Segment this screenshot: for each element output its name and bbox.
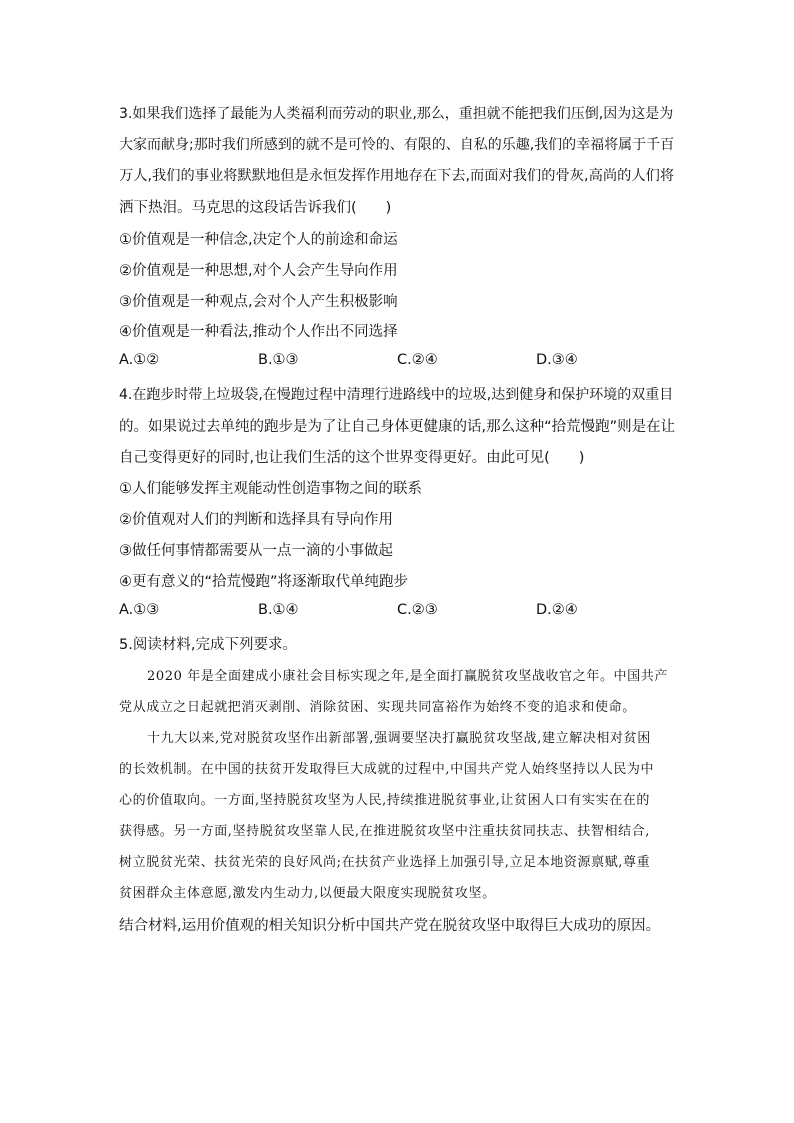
q5-title: 5.阅读材料,完成下列要求。 [119,637,297,653]
q3-stem-line-2: 大家而献身;那时我们所感到的就不是可怜的、有限的、自私的乐趣,我们的幸福将属于千百 [119,137,675,153]
q3-stem-line-3: 万人,我们的事业将默默地但是永恒发挥作用地存在下去,而面对我们的骨灰,高尚的人们将 [119,168,675,184]
q4-stem-line-2: 的。如果说过去单纯的跑步是为了让自己身体更健康的话,那么这种“拾荒慢跑”则是在让 [119,419,676,435]
q5-material-line-3: 十九大以来,党对脱贫攻坚作出新部署,强调要坚决打赢脱贫攻坚战,建立解决相对贫困 [147,731,651,746]
q3-choice-a: A.①② [119,352,160,368]
q3-choice-b: B.①③ [258,352,299,368]
q4-stem-line-3: 自己变得更好的同时,也让我们生活的这个世界变得更好。由此可见( ) [119,450,585,466]
q4-choice-d: D.②④ [536,602,578,618]
q3-option-2: ②价值观是一种思想,对个人会产生导向作用 [119,263,398,279]
q3-option-3: ③价值观是一种观点,会对个人产生积极影响 [119,294,398,310]
q4-stem-line-1: 4.在跑步时带上垃圾袋,在慢跑过程中清理行进路线中的垃圾,达到健身和保护环境的双重目 [119,387,674,403]
q4-choice-a: A.①③ [119,602,160,618]
q5-material-line-6: 获得感。另一方面,坚持脱贫攻坚靠人民,在推进脱贫攻坚中注重扶贫同扶志、扶智相结合, [119,824,650,839]
q4-option-3: ③做任何事情都需要从一点一滴的小事做起 [119,543,393,559]
q4-option-4: ④更有意义的“拾荒慢跑”将逐渐取代单纯跑步 [119,574,409,590]
q5-question: 结合材料,运用价值观的相关知识分析中国共产党在脱贫攻坚中取得巨大成功的原因。 [119,918,661,934]
q5-material-line-8: 贫困群众主体意愿,激发内生动力,以便最大限度实现脱贫攻坚。 [119,886,496,901]
q3-choice-d: D.③④ [536,352,578,368]
q5-material-line-5: 心的价值取向。一方面,坚持脱贫攻坚为人民,持续推进脱贫事业,让贫困人口有实实在在的 [119,793,650,808]
q3-option-4: ④价值观是一种看法,推动个人作出不同选择 [119,324,398,340]
q4-option-2: ②价值观对人们的判断和选择具有导向作用 [119,512,393,528]
q4-choice-c: C.②③ [397,602,438,618]
q5-material-line-2: 党从成立之日起就把消灭剥削、消除贫困、实现共同富裕作为始终不变的追求和使命。 [119,700,636,715]
q3-option-1: ①价值观是一种信念,决定个人的前途和命运 [119,232,398,248]
q5-material-line-4: 的长效机制。在中国的扶贫开发取得巨大成就的过程中,中国共产党人始终坚持以人民为中 [119,762,655,777]
q5-material-line-7: 树立脱贫光荣、扶贫光荣的良好风尚;在扶贫产业选择上加强引导,立足本地资源禀赋,尊重 [119,855,651,870]
q3-stem-line-1: 3.如果我们选择了最能为人类福利而劳动的职业,那么，重担就不能把我们压倒,因为这是为 [119,106,674,122]
q4-choice-b: B.①④ [258,602,299,618]
q3-stem-line-4: 洒下热泪。马克思的这段话告诉我们( ) [119,200,392,216]
q5-material-line-1: 2020 年是全面建成小康社会目标实现之年,是全面打赢脱贫攻坚战收官之年。中国共产 [147,669,668,684]
q3-choice-c: C.②④ [397,352,438,368]
q4-option-1: ①人们能够发挥主观能动性创造事物之间的联系 [119,481,422,497]
